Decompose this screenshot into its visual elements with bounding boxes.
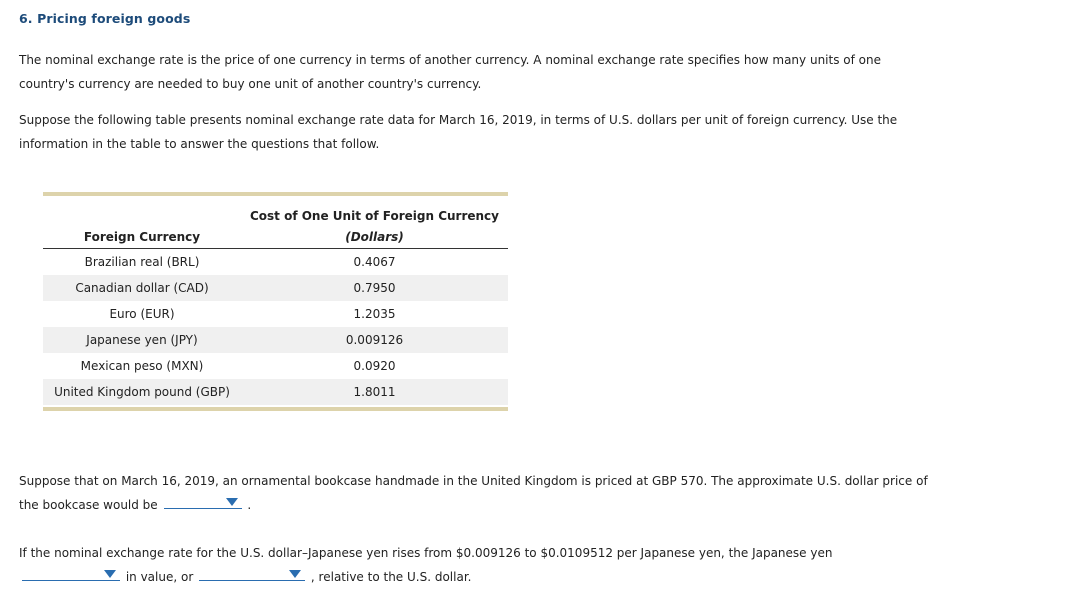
intro-paragraph: The nominal exchange rate is the price of one currency in terms of another currency. A nominal exchange rate specifies how many units of one country's currency are needed to buy one unit of another country's currency. bbox=[19, 53, 881, 91]
exchange-rate-table bbox=[43, 192, 508, 411]
setup-paragraph: Suppose the following table presents nominal exchange rate data for March 16, 2019, in terms of U.S. dollars per unit of foreign currency. Use the information in the table to answer the questions that follow. bbox=[19, 113, 898, 151]
cost-cell: 0.0920 bbox=[353, 359, 396, 373]
table-row bbox=[43, 301, 508, 327]
question-bookcase-price bbox=[19, 469, 949, 517]
currency-cell: Japanese yen (JPY) bbox=[86, 333, 198, 347]
header-cost: Cost of One Unit of Foreign Currency bbox=[249, 209, 499, 223]
yen-direction-dropdown[interactable] bbox=[199, 566, 305, 581]
cost-cell: 1.8011 bbox=[353, 385, 396, 399]
bookcase-price-dropdown[interactable] bbox=[164, 494, 242, 509]
table-row bbox=[43, 275, 508, 301]
table-row bbox=[43, 249, 508, 275]
chevron-down-icon bbox=[104, 570, 116, 578]
cost-cell: 0.7950 bbox=[353, 281, 396, 295]
question-yen-value bbox=[19, 541, 949, 589]
yen-change-dropdown[interactable] bbox=[22, 566, 120, 581]
currency-cell: Mexican peso (MXN) bbox=[80, 359, 204, 373]
question1-end-punct: . bbox=[247, 498, 252, 512]
question2-text: If the nominal exchange rate for the U.S. dollar–Japanese yen rises from $0.009126 to $0.0109512 per Japanese yen, the Japanese yen bbox=[19, 546, 833, 560]
question1-text: Suppose that on March 16, 2019, an ornamental bookcase handmade in the United Kingdom is priced at GBP 570. The approximate U.S. dollar price of the bookcase would be bbox=[19, 474, 928, 512]
table-row bbox=[43, 379, 508, 405]
page-title: 6. Pricing foreign goods bbox=[19, 11, 191, 26]
cost-cell: 0.4067 bbox=[353, 255, 396, 269]
cost-cell: 0.009126 bbox=[345, 333, 404, 347]
question2-end-text: , relative to the U.S. dollar. bbox=[310, 570, 472, 584]
table-row bbox=[43, 353, 508, 379]
currency-cell: United Kingdom pound (GBP) bbox=[54, 385, 230, 399]
cost-cell: 1.2035 bbox=[353, 307, 396, 321]
table-header bbox=[43, 196, 508, 249]
chevron-down-icon bbox=[226, 498, 238, 506]
chevron-down-icon bbox=[289, 570, 301, 578]
currency-cell: Euro (EUR) bbox=[109, 307, 175, 321]
header-dollars-unit: (Dollars) bbox=[345, 230, 404, 244]
currency-cell: Canadian dollar (CAD) bbox=[75, 281, 209, 295]
currency-cell: Brazilian real (BRL) bbox=[84, 255, 200, 269]
question2-middle-text: in value, or bbox=[125, 570, 194, 584]
header-foreign-currency: Foreign Currency bbox=[83, 230, 201, 244]
table-bottom-rule bbox=[43, 407, 508, 411]
table-row bbox=[43, 327, 508, 353]
